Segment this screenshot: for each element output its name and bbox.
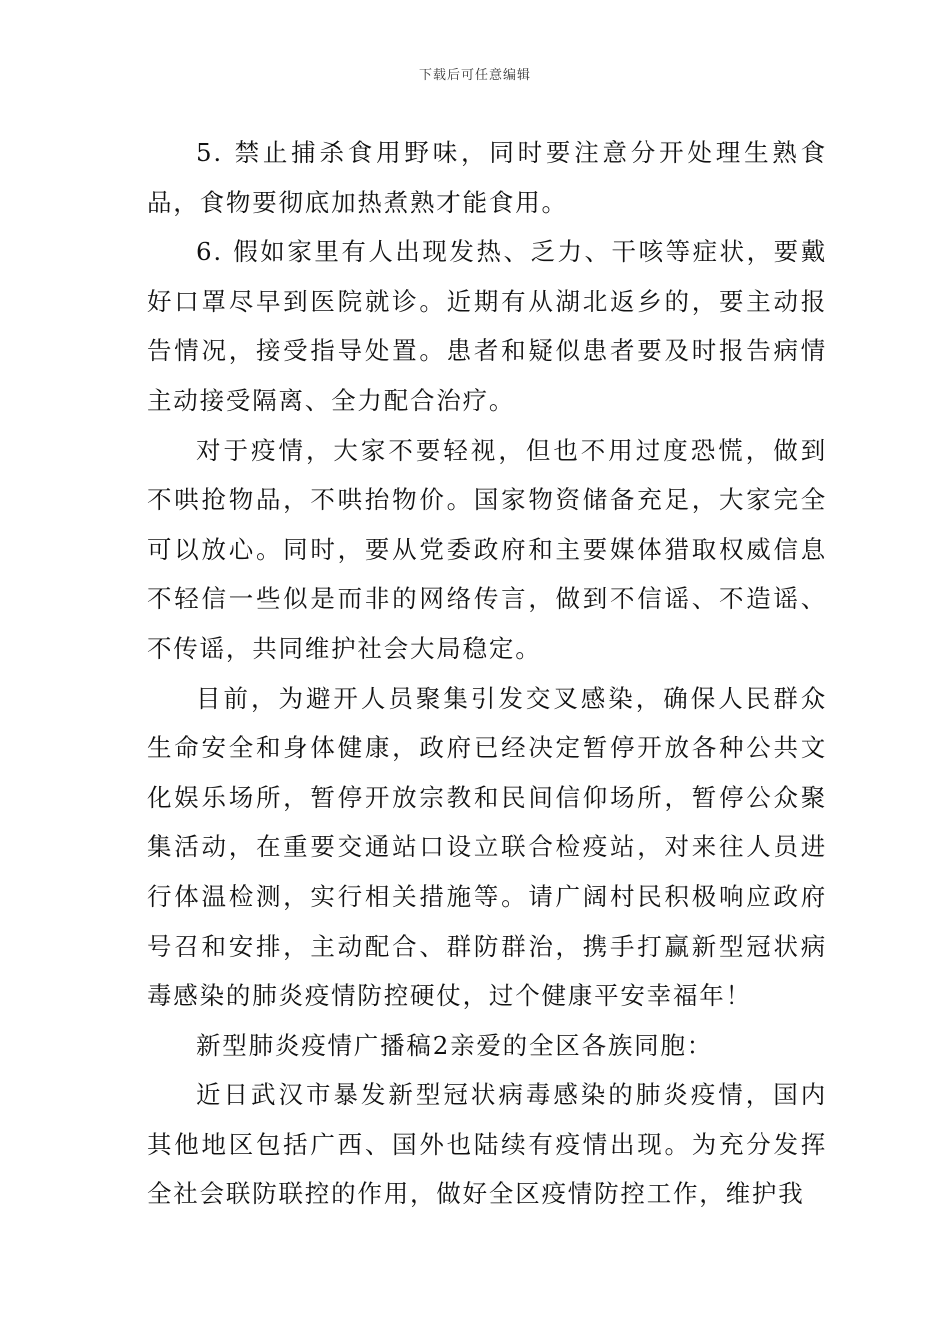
paragraph-item-5: 5. 禁止捕杀食用野味，同时要注意分开处理生熟食品，食物要彻底加热煮熟才能食用。 — [147, 138, 827, 217]
document-body — [147, 128, 827, 1219]
paragraph-broadcast-title: 新型肺炎疫情广播稿2亲爱的全区各族同胞： — [196, 1030, 714, 1060]
paragraph-epidemic-attitude: 对于疫情，大家不要轻视，但也不用过度恐慌，做到不哄抢物品，不哄抬物价。国家物资储备充足，大家完全可以放心。同时，要从党委政府和主要媒体猎取权威信息不轻信一些似是而非的网络传言，做到不信谣、不造谣、不传谣，共同维护社会大局稳定。 — [147, 435, 827, 663]
paragraph-wuhan-outbreak: 近日武汉市暴发新型冠状病毒感染的肺炎疫情，国内其他地区包括广西、国外也陆续有疫情出现。为充分发挥全社会联防联控的作用，做好全区疫情防控工作，维护我 — [147, 1080, 827, 1209]
page-header-note: 下载后可任意编辑 — [418, 68, 531, 83]
paragraph-government-measures: 目前，为避开人员聚集引发交叉感染，确保人民群众生命安全和身体健康，政府已经决定暂停开放各种公共文化娱乐场所，暂停开放宗教和民间信仰场所，暂停公众聚集活动，在重要交通站口设立联合检疫站，对来往人员进行体温检测，实行相关措施等。请广阔村民积极响应政府号召和安排，主动配合、群防群治，携手打赢新型冠状病毒感染的肺炎疫情防控硬仗，过个健康平安幸福年！ — [147, 683, 827, 1011]
paragraph-item-6: 6. 假如家里有人出现发热、乏力、干咳等症状，要戴好口罩尽早到医院就诊。近期有从湖北返乡的，要主动报告情况，接受指导处置。患者和疑似患者要及时报告病情主动接受隔离、全力配合治疗。 — [147, 237, 827, 415]
